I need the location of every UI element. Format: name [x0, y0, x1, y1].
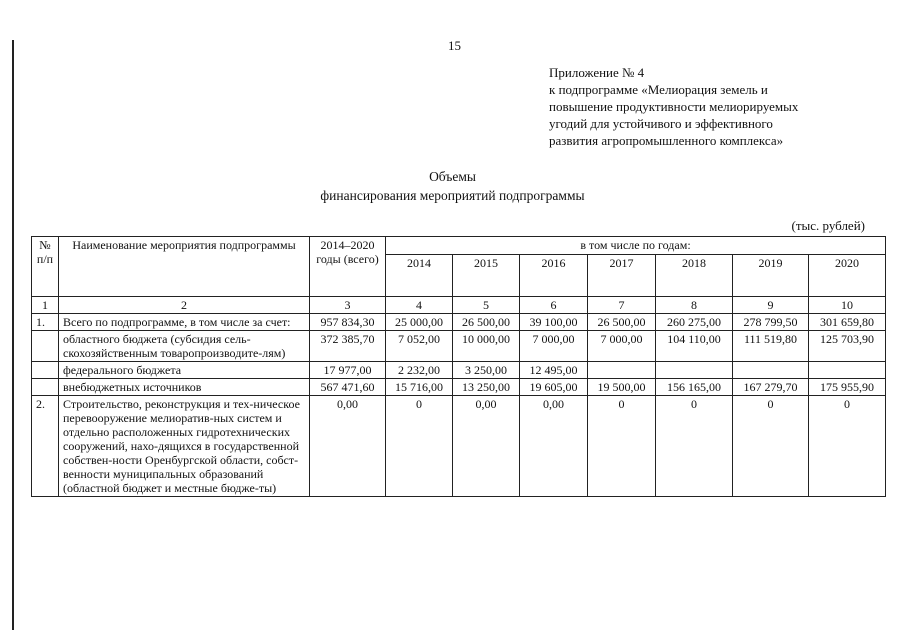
table-row	[32, 314, 886, 331]
table-row	[32, 379, 886, 396]
row-value: 7 000,00	[520, 331, 588, 362]
row-total: 17 977,00	[310, 362, 386, 379]
row-value: 13 250,00	[453, 379, 520, 396]
appendix-line: повышение продуктивности мелиорируемых	[549, 99, 799, 114]
header-year: 2019	[733, 255, 809, 297]
row-name: внебюджетных источников	[59, 379, 310, 396]
row-value: 0	[809, 396, 886, 497]
column-number: 6	[520, 297, 588, 314]
row-num	[32, 362, 59, 379]
row-value: 2 232,00	[386, 362, 453, 379]
row-value: 39 100,00	[520, 314, 588, 331]
row-value: 10 000,00	[453, 331, 520, 362]
row-value	[588, 362, 656, 379]
row-value: 0,00	[453, 396, 520, 497]
row-value: 26 500,00	[588, 314, 656, 331]
header-num: № п/п	[32, 237, 59, 297]
title-line-2: финансирования мероприятий подпрограммы	[320, 188, 585, 203]
row-value: 0	[733, 396, 809, 497]
row-num	[32, 331, 59, 362]
header-year: 2020	[809, 255, 886, 297]
row-value: 111 519,80	[733, 331, 809, 362]
column-number: 4	[386, 297, 453, 314]
appendix-line: к подпрограмме «Мелиорация земель и	[549, 82, 768, 97]
column-number: 1	[32, 297, 59, 314]
header-year: 2018	[656, 255, 733, 297]
row-value: 26 500,00	[453, 314, 520, 331]
table-row	[32, 331, 886, 362]
table-row	[32, 362, 886, 379]
column-number: 7	[588, 297, 656, 314]
row-total: 0,00	[310, 396, 386, 497]
header-by-year: в том числе по годам:	[386, 237, 886, 255]
row-num: 2.	[32, 396, 59, 497]
row-value: 0	[656, 396, 733, 497]
row-name: Строительство, реконструкция и тех-ническое перевооружение мелиоратив-ных систем и отдельно расположенных гидротехнических сооружений, нахо-дящихся в государственной собствен-ности Оренбургской области, собст-венности муниципальных образований (областной бюджет и местные бюдже-ты)	[59, 396, 310, 497]
row-value: 12 495,00	[520, 362, 588, 379]
row-value: 125 703,90	[809, 331, 886, 362]
row-total: 957 834,30	[310, 314, 386, 331]
header-year: 2017	[588, 255, 656, 297]
units-label: (тыс. рублей)	[791, 218, 865, 233]
table-row	[32, 396, 886, 497]
row-value: 15 716,00	[386, 379, 453, 396]
column-number: 8	[656, 297, 733, 314]
row-name: областного бюджета (субсидия сель-скохозяйственным товаропроизводите-лям)	[59, 331, 310, 362]
row-value: 19 605,00	[520, 379, 588, 396]
row-value: 104 110,00	[656, 331, 733, 362]
header-total: 2014–2020 годы (всего)	[310, 237, 386, 297]
column-number: 10	[809, 297, 886, 314]
document-title	[0, 167, 905, 205]
column-number: 9	[733, 297, 809, 314]
row-value: 3 250,00	[453, 362, 520, 379]
column-number: 3	[310, 297, 386, 314]
row-num: 1.	[32, 314, 59, 331]
row-value: 260 275,00	[656, 314, 733, 331]
row-value: 7 052,00	[386, 331, 453, 362]
header-year: 2014	[386, 255, 453, 297]
page-number: 15	[448, 38, 461, 53]
row-value: 167 279,70	[733, 379, 809, 396]
row-value	[733, 362, 809, 379]
row-value: 175 955,90	[809, 379, 886, 396]
column-number: 5	[453, 297, 520, 314]
appendix-line: развития агропромышленного комплекса»	[549, 133, 784, 148]
appendix-line: угодий для устойчивого и эффективного	[549, 116, 773, 131]
row-name: Всего по подпрограмме, в том числе за счет:	[59, 314, 310, 331]
row-value: 278 799,50	[733, 314, 809, 331]
appendix-line: Приложение № 4	[549, 65, 645, 80]
row-value	[656, 362, 733, 379]
column-number: 2	[59, 297, 310, 314]
row-total: 372 385,70	[310, 331, 386, 362]
header-name: Наименование мероприятия подпрограммы	[59, 237, 310, 297]
row-value: 0	[386, 396, 453, 497]
row-value: 19 500,00	[588, 379, 656, 396]
title-line-1: Объемы	[429, 169, 476, 184]
row-value: 7 000,00	[588, 331, 656, 362]
scan-edge-line	[12, 40, 14, 630]
appendix-note	[549, 64, 798, 149]
row-num	[32, 379, 59, 396]
header-year: 2016	[520, 255, 588, 297]
funding-table	[31, 236, 886, 497]
row-value: 0	[588, 396, 656, 497]
column-number-row	[32, 297, 886, 314]
header-year: 2015	[453, 255, 520, 297]
row-value: 301 659,80	[809, 314, 886, 331]
row-name: федерального бюджета	[59, 362, 310, 379]
row-value: 0,00	[520, 396, 588, 497]
row-value	[809, 362, 886, 379]
row-value: 156 165,00	[656, 379, 733, 396]
row-value: 25 000,00	[386, 314, 453, 331]
row-total: 567 471,60	[310, 379, 386, 396]
